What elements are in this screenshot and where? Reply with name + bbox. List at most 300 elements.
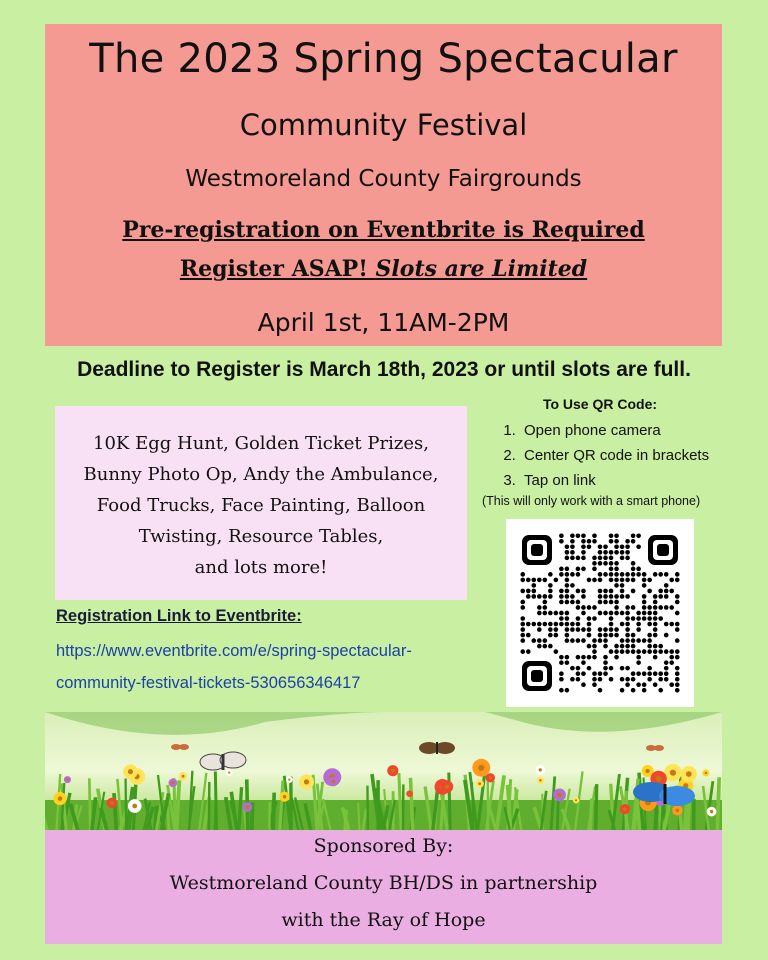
qr-dot — [603, 660, 608, 665]
flower-center — [171, 781, 174, 784]
qr-dot — [636, 567, 641, 572]
qr-dot — [642, 616, 647, 621]
qr-dot — [581, 556, 586, 561]
qr-dot — [565, 611, 570, 616]
qr-dot — [603, 572, 608, 577]
qr-dot — [587, 605, 592, 610]
qr-dot — [526, 578, 531, 583]
qr-dot — [625, 539, 630, 544]
activity-line: and lots more! — [194, 557, 328, 578]
qr-dot — [559, 594, 564, 599]
qr-dot — [531, 638, 536, 643]
qr-dot — [543, 622, 548, 627]
qr-dot — [581, 567, 586, 572]
qr-dot — [581, 539, 586, 544]
qr-dot — [592, 677, 597, 682]
qr-dot — [620, 638, 625, 643]
qr-dot — [664, 594, 669, 599]
qr-dot — [631, 572, 636, 577]
qr-dot — [570, 583, 575, 588]
qr-dot — [548, 589, 553, 594]
flower-center — [132, 804, 137, 809]
qr-dot — [592, 682, 597, 687]
qr-dot — [620, 622, 625, 627]
qr-dot — [647, 638, 652, 643]
qr-dot — [664, 666, 669, 671]
qr-dot — [520, 589, 525, 594]
qr-dot — [631, 633, 636, 638]
qr-dot — [603, 611, 608, 616]
qr-dot — [576, 677, 581, 682]
flower-center — [391, 769, 395, 773]
qr-dot — [520, 600, 525, 605]
qr-dot — [614, 649, 619, 654]
qr-dot — [587, 544, 592, 549]
qr-dot — [603, 633, 608, 638]
qr-dot — [625, 638, 630, 643]
qr-dot — [537, 594, 542, 599]
qr-dot — [625, 649, 630, 654]
butterfly-icon — [200, 752, 246, 770]
qr-dot — [587, 627, 592, 632]
qr-dot — [647, 605, 652, 610]
qr-dot — [653, 611, 658, 616]
flower-center — [58, 796, 63, 801]
qr-dot — [520, 578, 525, 583]
butterfly-icon — [419, 742, 455, 754]
qr-dot — [520, 572, 525, 577]
qr-dot — [642, 638, 647, 643]
flower-center — [489, 776, 492, 779]
registration-link[interactable] — [56, 635, 486, 699]
qr-dot — [625, 666, 630, 671]
qr-dot — [669, 682, 674, 687]
qr-dot — [548, 633, 553, 638]
qr-dot — [565, 567, 570, 572]
qr-dot — [631, 644, 636, 649]
qr-dot — [559, 600, 564, 605]
qr-dot — [543, 644, 548, 649]
qr-dot — [559, 572, 564, 577]
qr-dot — [620, 611, 625, 616]
flower-center — [332, 780, 335, 783]
qr-dot — [653, 655, 658, 660]
qr-dot — [598, 561, 603, 566]
qr-dot — [658, 671, 663, 676]
qr-dot — [675, 655, 680, 660]
flower-center — [623, 807, 627, 811]
flower-center — [246, 805, 249, 808]
qr-dot — [642, 572, 647, 577]
qr-dot — [537, 578, 542, 583]
qr-dot — [520, 616, 525, 621]
qr-dot — [592, 671, 597, 676]
flower-center — [676, 809, 680, 813]
qr-dot — [669, 589, 674, 594]
qr-dot — [614, 644, 619, 649]
qr-dot — [581, 682, 586, 687]
qr-dot — [559, 655, 564, 660]
qr-dot — [531, 578, 536, 583]
qr-dot — [614, 633, 619, 638]
qr-dot — [669, 622, 674, 627]
qr-dot — [548, 627, 553, 632]
qr-dot — [576, 533, 581, 538]
qr-dot — [603, 638, 608, 643]
flower-center — [705, 772, 707, 774]
qr-note: (This will only work with a smart phone) — [482, 494, 701, 508]
grass-blade — [655, 803, 656, 830]
flower-center — [539, 779, 541, 781]
qr-dot — [576, 622, 581, 627]
qr-dot — [636, 649, 641, 654]
qr-dot — [647, 649, 652, 654]
qr-dot — [570, 677, 575, 682]
qr-dot — [636, 671, 641, 676]
qr-dot — [592, 567, 597, 572]
qr-dot — [592, 605, 597, 610]
qr-dot — [664, 583, 669, 588]
qr-dot — [675, 627, 680, 632]
flower-center — [408, 793, 410, 795]
qr-dot — [581, 594, 586, 599]
registration-url-line[interactable]: https://www.eventbrite.com/e/spring-spectacular- — [56, 642, 412, 660]
qr-dot — [620, 677, 625, 682]
qr-dot — [620, 544, 625, 549]
qr-finder-top-left — [522, 535, 552, 565]
qr-dot — [631, 605, 636, 610]
flower-center — [646, 769, 650, 773]
qr-dot — [520, 627, 525, 632]
qr-dot — [620, 589, 625, 594]
qr-dot — [554, 633, 559, 638]
qr-dot — [669, 655, 674, 660]
qr-dot — [581, 550, 586, 555]
qr-dot — [609, 594, 614, 599]
qr-dot — [620, 644, 625, 649]
spring-meadow-illustration — [45, 712, 722, 830]
grass-blade — [596, 784, 597, 830]
event-title: The 2023 Spring Spectacular — [89, 36, 678, 82]
qr-dot — [631, 589, 636, 594]
sponsor-box — [45, 830, 722, 944]
qr-dot — [581, 605, 586, 610]
flower-center — [539, 768, 542, 771]
flower-center — [478, 782, 481, 785]
qr-dot — [565, 594, 570, 599]
qr-dot — [636, 627, 641, 632]
flower-center — [710, 810, 713, 813]
qr-dot — [603, 600, 608, 605]
qr-dot — [625, 611, 630, 616]
qr-dot — [636, 533, 641, 538]
qr-dot — [587, 655, 592, 660]
qr-dot — [603, 556, 608, 561]
qr-dot — [603, 589, 608, 594]
flower-center — [304, 779, 309, 784]
qr-dot — [570, 533, 575, 538]
activity-line: Bunny Photo Op, Andy the Ambulance, — [83, 464, 439, 485]
grass-blade — [661, 805, 662, 830]
qr-dot — [559, 533, 564, 538]
qr-dot — [631, 533, 636, 538]
qr-dot — [653, 572, 658, 577]
qr-dot — [576, 567, 581, 572]
qr-dot — [548, 622, 553, 627]
qr-dot — [576, 616, 581, 621]
qr-dot — [664, 671, 669, 676]
qr-dot — [625, 682, 630, 687]
qr-dot — [609, 556, 614, 561]
flower-center — [686, 771, 692, 777]
qr-dot — [625, 572, 630, 577]
qr-dot — [603, 644, 608, 649]
qr-dot — [565, 655, 570, 660]
qr-dot — [598, 600, 603, 605]
qr-dot — [609, 600, 614, 605]
qr-dot — [653, 594, 658, 599]
qr-dot — [592, 616, 597, 621]
qr-dot — [598, 544, 603, 549]
qr-dot — [609, 572, 614, 577]
qr-dot — [614, 627, 619, 632]
qr-dot — [570, 594, 575, 599]
qr-dot — [565, 572, 570, 577]
qr-dot — [576, 655, 581, 660]
activities-list — [55, 428, 467, 583]
qr-dot — [609, 533, 614, 538]
qr-dot — [559, 589, 564, 594]
qr-dot — [631, 539, 636, 544]
qr-dot — [636, 638, 641, 643]
event-date-time: April 1st, 11AM-2PM — [257, 308, 510, 337]
qr-dot — [559, 671, 564, 676]
qr-dot — [559, 611, 564, 616]
qr-dot — [669, 660, 674, 665]
qr-dot — [559, 660, 564, 665]
qr-dot — [675, 688, 680, 693]
qr-dot — [587, 633, 592, 638]
grass-blade — [273, 793, 274, 830]
qr-dot — [642, 671, 647, 676]
qr-step: 1. Open phone camera — [520, 418, 738, 443]
qr-dot — [526, 594, 531, 599]
qr-dot — [664, 622, 669, 627]
qr-dot — [653, 649, 658, 654]
qr-dot — [631, 616, 636, 621]
qr-dot — [669, 605, 674, 610]
qr-dot — [614, 561, 619, 566]
qr-dot — [620, 556, 625, 561]
grass-blade — [168, 807, 169, 830]
activities-box — [55, 406, 467, 600]
qr-dot — [543, 600, 548, 605]
qr-dot — [565, 660, 570, 665]
qr-dot — [565, 544, 570, 549]
qr-dot — [609, 539, 614, 544]
qr-dot — [631, 567, 636, 572]
event-location: Westmoreland County Fairgrounds — [185, 166, 582, 192]
qr-dot — [598, 688, 603, 693]
qr-dot — [526, 633, 531, 638]
qr-dot — [614, 611, 619, 616]
qr-dot — [598, 589, 603, 594]
qr-dot — [537, 644, 542, 649]
qr-dot — [620, 649, 625, 654]
flower-center — [445, 784, 449, 788]
qr-dot — [614, 600, 619, 605]
qr-dot — [526, 649, 531, 654]
qr-dot — [620, 550, 625, 555]
qr-dot — [675, 611, 680, 616]
qr-dot — [658, 589, 663, 594]
qr-dot — [603, 550, 608, 555]
qr-dot — [675, 682, 680, 687]
qr-dot — [636, 611, 641, 616]
event-subtitle: Community Festival — [239, 108, 528, 142]
qr-step: 2. Center QR code in brackets — [520, 443, 738, 468]
qr-dot — [581, 544, 586, 549]
qr-dot — [647, 578, 652, 583]
qr-dot — [592, 561, 597, 566]
qr-dot — [609, 550, 614, 555]
qr-dot — [581, 533, 586, 538]
qr-dot — [520, 605, 525, 610]
qr-dot — [603, 627, 608, 632]
qr-dot — [576, 638, 581, 643]
flower-center — [557, 793, 561, 797]
qr-dot — [653, 616, 658, 621]
qr-dot — [537, 622, 542, 627]
registration-deadline: Deadline to Register is March 18th, 2023 or until slots are full. — [77, 358, 691, 381]
qr-dot — [664, 605, 669, 610]
qr-dot — [592, 533, 597, 538]
qr-dot — [609, 677, 614, 682]
qr-dot — [554, 611, 559, 616]
qr-dot — [647, 644, 652, 649]
flower-center — [66, 778, 68, 780]
qr-dot — [614, 583, 619, 588]
qr-dot — [631, 638, 636, 643]
event-header — [45, 24, 722, 346]
qr-dot — [636, 660, 641, 665]
qr-dot — [570, 550, 575, 555]
qr-dot — [647, 622, 652, 627]
qr-dot — [675, 666, 680, 671]
activity-line: Twisting, Resource Tables, — [138, 526, 384, 547]
qr-dot — [598, 578, 603, 583]
qr-dot — [598, 550, 603, 555]
qr-dot — [587, 622, 592, 627]
qr-dot — [581, 671, 586, 676]
spring-banner-image — [45, 712, 722, 830]
qr-dot — [559, 688, 564, 693]
qr-dot — [570, 638, 575, 643]
qr-dot — [625, 622, 630, 627]
registration-url-line[interactable]: community-festival-tickets-530656346417 — [56, 674, 361, 692]
qr-finder-bottom-left — [522, 661, 552, 691]
qr-dot — [625, 578, 630, 583]
qr-dot — [543, 638, 548, 643]
qr-dot — [658, 677, 663, 682]
qr-dot — [653, 644, 658, 649]
qr-dot — [570, 572, 575, 577]
qr-dot — [636, 622, 641, 627]
qr-dot — [625, 633, 630, 638]
grass-blade — [89, 778, 90, 830]
grass-blade — [358, 803, 359, 830]
qr-dot — [592, 556, 597, 561]
qr-dot — [658, 594, 663, 599]
qr-dot — [559, 622, 564, 627]
qr-dot — [576, 572, 581, 577]
qr-dot — [603, 666, 608, 671]
qr-dot — [642, 600, 647, 605]
qr-dot — [570, 544, 575, 549]
qr-code[interactable] — [506, 519, 694, 707]
flower-center — [182, 775, 185, 778]
qr-dot — [636, 682, 641, 687]
qr-dot — [642, 688, 647, 693]
grass-blade — [126, 778, 127, 830]
qr-dot — [625, 627, 630, 632]
qr-steps — [478, 418, 738, 493]
qr-dot — [653, 600, 658, 605]
sponsor-line: with the Ray of Hope — [281, 909, 486, 931]
qr-dot — [592, 638, 597, 643]
qr-dot — [636, 616, 641, 621]
qr-dot — [631, 671, 636, 676]
qr-dot — [653, 627, 658, 632]
qr-dot — [543, 594, 548, 599]
qr-dot — [647, 616, 652, 621]
qr-dot — [609, 622, 614, 627]
qr-dot — [609, 561, 614, 566]
activity-line: 10K Egg Hunt, Golden Ticket Prizes, — [93, 433, 429, 454]
qr-dot — [531, 594, 536, 599]
qr-dot — [554, 578, 559, 583]
qr-dot — [548, 583, 553, 588]
qr-dot — [587, 644, 592, 649]
qr-dot — [625, 605, 630, 610]
grass-blade — [215, 801, 216, 830]
qr-dot — [598, 627, 603, 632]
qr-dot — [598, 638, 603, 643]
qr-dot — [642, 583, 647, 588]
qr-dot — [520, 633, 525, 638]
qr-dot — [603, 671, 608, 676]
qr-dot — [609, 633, 614, 638]
qr-dot — [598, 594, 603, 599]
qr-dot — [609, 649, 614, 654]
qr-dot — [598, 671, 603, 676]
qr-dot — [647, 677, 652, 682]
flower-center — [670, 770, 676, 776]
qr-dot — [609, 589, 614, 594]
qr-dot — [531, 589, 536, 594]
qr-instructions — [478, 396, 738, 508]
qr-dot — [576, 627, 581, 632]
qr-dot — [520, 649, 525, 654]
qr-dot — [565, 627, 570, 632]
qr-dot — [603, 655, 608, 660]
flower-center — [283, 795, 287, 799]
qr-dot — [537, 611, 542, 616]
qr-dot — [669, 649, 674, 654]
qr-dot — [675, 671, 680, 676]
qr-dot — [526, 622, 531, 627]
qr-dot — [664, 572, 669, 577]
